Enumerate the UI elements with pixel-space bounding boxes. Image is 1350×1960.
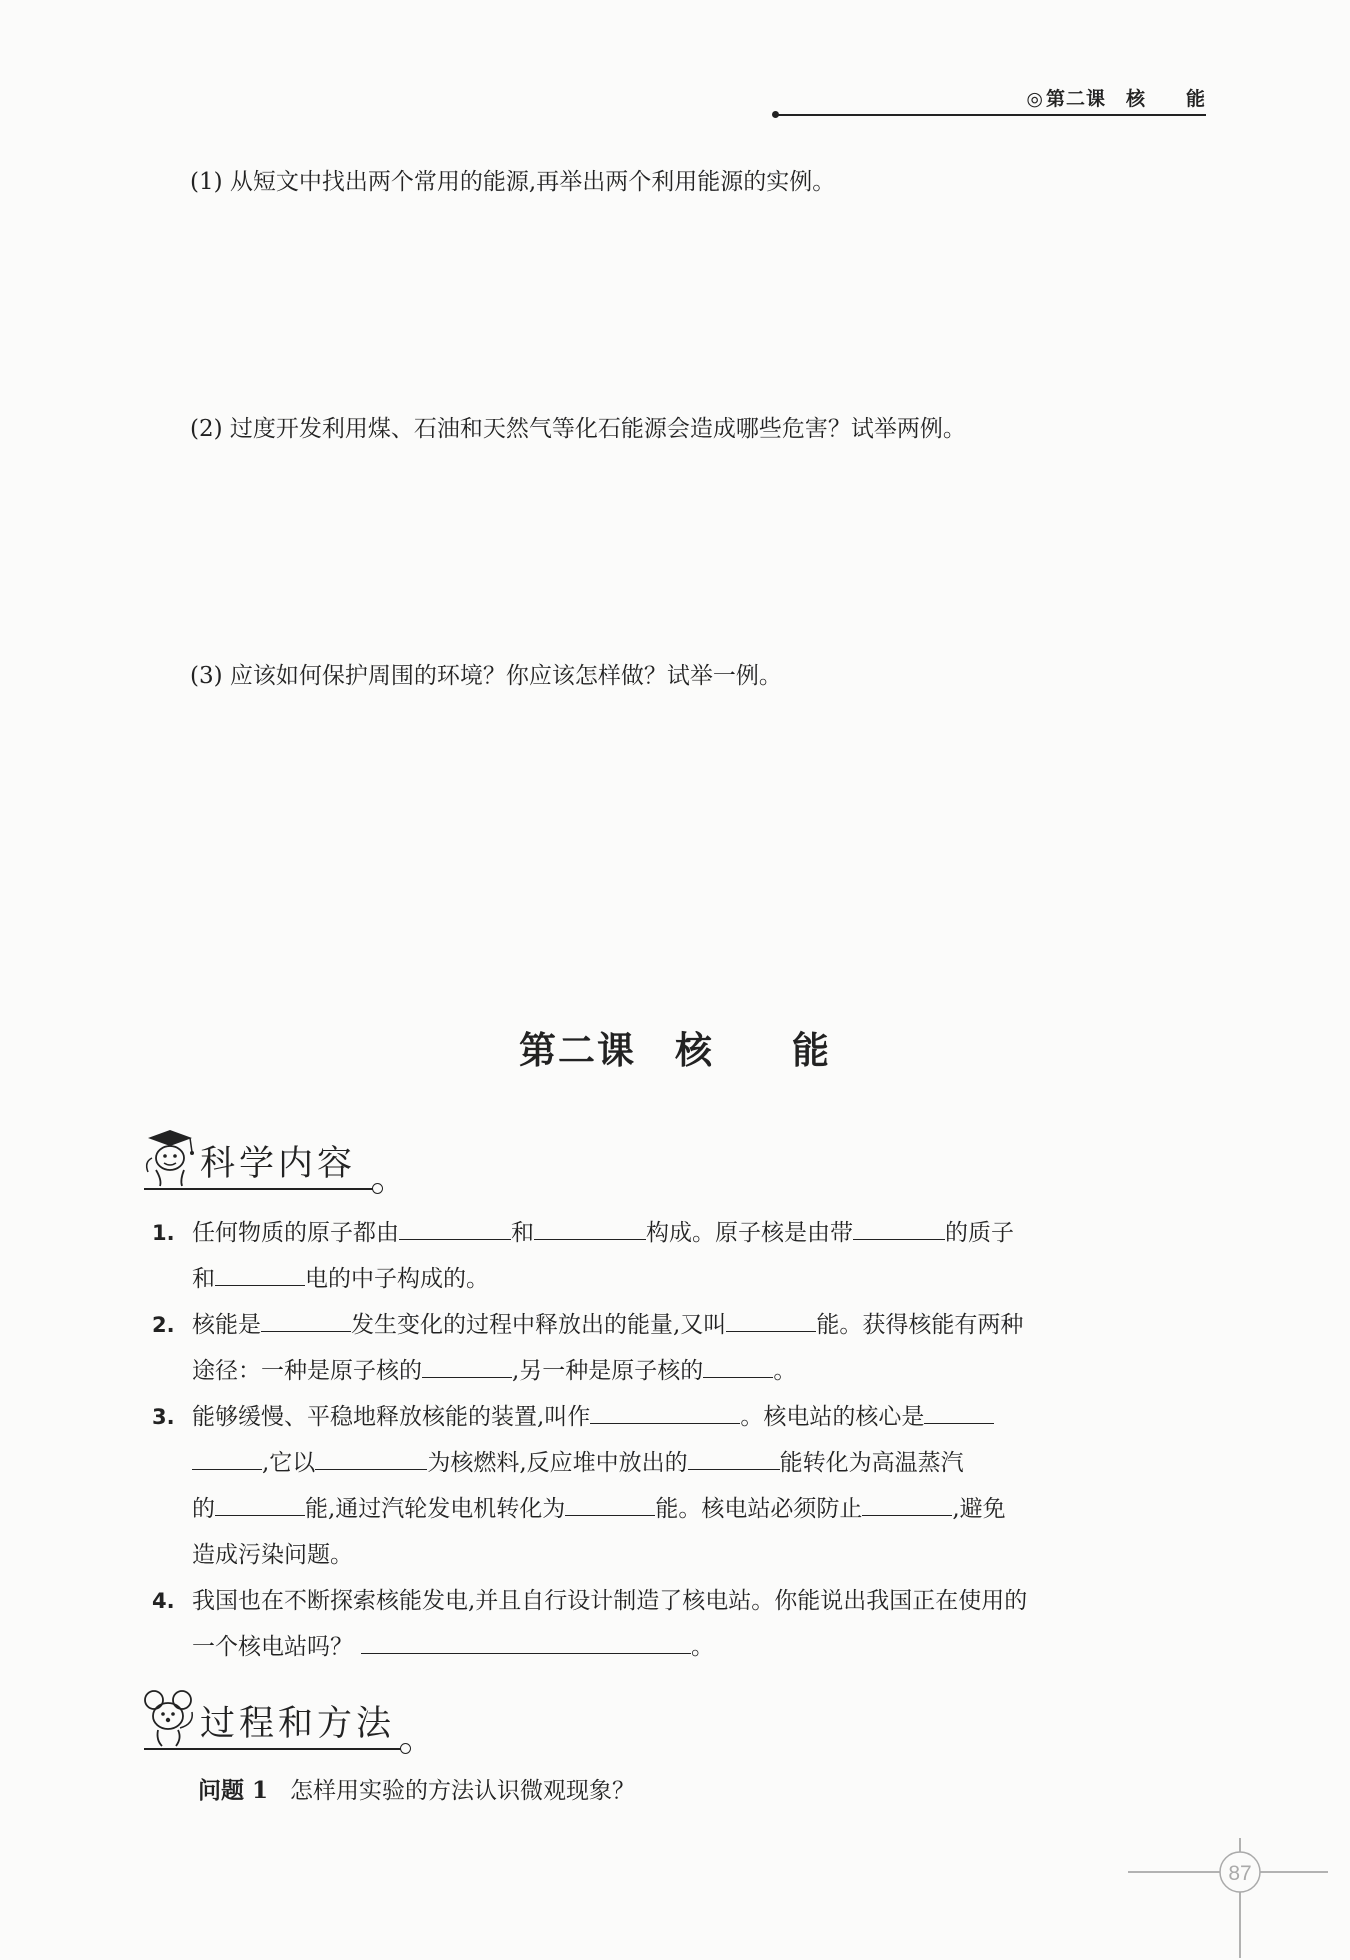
fill-blank[interactable] (215, 1489, 305, 1516)
section-science-content (140, 1128, 430, 1194)
problem-1 (198, 1772, 635, 1805)
section-title: 过程和方法 (200, 1704, 396, 1744)
fill-blank[interactable] (315, 1443, 427, 1470)
fill-blank[interactable] (361, 1627, 691, 1654)
section-underline-circle (400, 1743, 411, 1754)
fill-blank[interactable] (590, 1397, 740, 1424)
page-number: 87 (1228, 1862, 1252, 1885)
section-underline (144, 1748, 402, 1750)
question-2: (2) 过度开发利用煤、石油和天然气等化石能源会造成哪些危害？试举两例。 (190, 416, 966, 442)
section-process-method (140, 1688, 430, 1754)
fill-blank[interactable] (703, 1351, 773, 1378)
fill-blank[interactable] (215, 1259, 305, 1286)
item-number: 2. (152, 1313, 175, 1337)
fill-blank[interactable] (726, 1305, 816, 1332)
question-1: (1) 从短文中找出两个常用的能源,再举出两个利用能源的实例。 (190, 169, 836, 195)
fill-blank[interactable] (862, 1489, 952, 1516)
item-number: 4. (152, 1589, 175, 1613)
question-3: (3) 应该如何保护周围的环境？你应该怎样做？试举一例。 (190, 663, 782, 689)
fill-blank[interactable] (261, 1305, 351, 1332)
section-underline-circle (372, 1183, 383, 1194)
fill-blank[interactable] (534, 1213, 646, 1240)
page-number-badge (1128, 1838, 1328, 1958)
section-underline (144, 1188, 374, 1190)
mouse-mascot-icon (140, 1688, 198, 1748)
fill-blank[interactable] (399, 1213, 511, 1240)
lesson-title: 第二课 核 能 (519, 1028, 831, 1072)
fill-blank[interactable] (853, 1213, 945, 1240)
running-header (776, 78, 1206, 118)
fill-blank[interactable] (688, 1443, 780, 1470)
fill-blank[interactable] (924, 1397, 994, 1424)
item-number: 1. (152, 1221, 175, 1245)
problem-text: 怎样用实验的方法认识微观现象？ (290, 1778, 636, 1804)
scholar-mascot-icon (140, 1128, 198, 1188)
header-title: 第二课 核 能 (1045, 88, 1206, 110)
header-rule-dot (772, 111, 779, 118)
header-bullet: ◎ (1026, 88, 1044, 110)
problem-label: 问题 1 (198, 1777, 269, 1804)
fill-blank[interactable] (192, 1443, 262, 1470)
header-rule (776, 114, 1206, 116)
item-number: 3. (152, 1405, 175, 1429)
fill-blank[interactable] (565, 1489, 655, 1516)
fill-blank[interactable] (422, 1351, 512, 1378)
section-title: 科学内容 (200, 1144, 357, 1184)
